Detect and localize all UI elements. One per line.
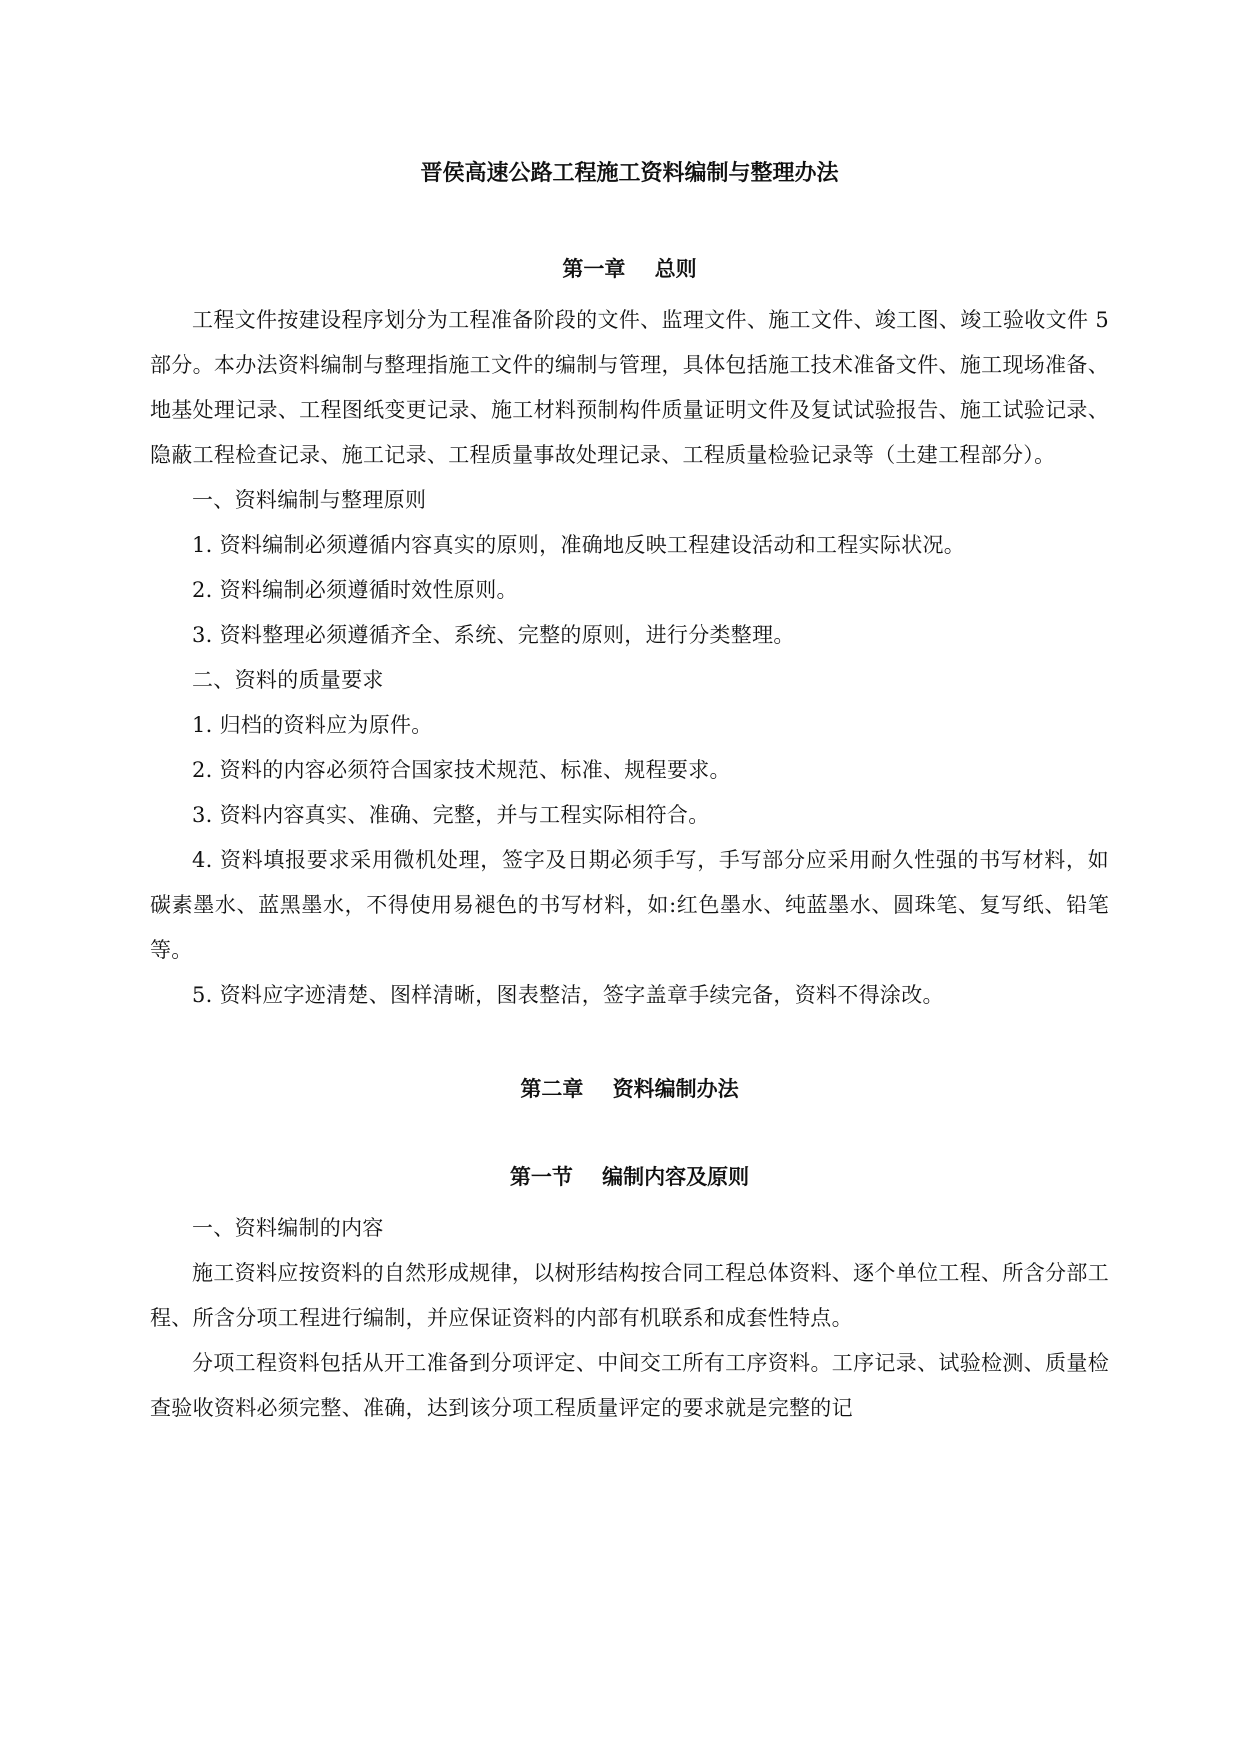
quality-item: 5. 资料应字迹清楚、图样清晰，图表整洁，签字盖章手续完备，资料不得涂改。 (192, 983, 944, 1007)
chapter-1-heading: 第一章 总则 (562, 256, 697, 281)
section-1-heading: 第一节 编制内容及原则 (509, 1164, 750, 1189)
section-paragraph: 施工资料应按资料的自然形成规律，以树形结构按合同工程总体资料、逐个单位工程、所含分部工程、所含分项工程进行编制，并应保证资料的内部有机联系和成套性特点。 (150, 1261, 1109, 1330)
chapter-2-heading: 第二章 资料编制办法 (520, 1076, 739, 1101)
principles-heading: 一、资料编制与整理原则 (192, 488, 427, 512)
principle-item: 1. 资料编制必须遵循内容真实的原则，准确地反映工程建设活动和工程实际状况。 (192, 533, 966, 557)
chapter-1-intro: 工程文件按建设程序划分为工程准备阶段的文件、监理文件、施工文件、竣工图、竣工验收文件 5 部分。本办法资料编制与整理指施工文件的编制与管理，具体包括施工技术准备文件、施工现场准备、地基处理记录、工程图纸变更记录、施工材料预制构件质量证明文件及复试试验报告、施工试验记录、隐蔽工程检查记录、施工记录、工程质量事故处理记录、工程质量检验记录等（土建工程部分）。 (150, 308, 1109, 467)
content-heading: 一、资料编制的内容 (192, 1216, 384, 1240)
principle-item: 3. 资料整理必须遵循齐全、系统、完整的原则，进行分类整理。 (192, 623, 795, 647)
quality-heading: 二、资料的质量要求 (192, 668, 384, 692)
document-title: 晋侯高速公路工程施工资料编制与整理办法 (420, 160, 839, 186)
principle-item: 2. 资料编制必须遵循时效性原则。 (192, 578, 518, 602)
quality-item: 3. 资料内容真实、准确、完整，并与工程实际相符合。 (192, 803, 710, 827)
quality-item: 2. 资料的内容必须符合国家技术规范、标准、规程要求。 (192, 758, 731, 782)
section-paragraph: 分项工程资料包括从开工准备到分项评定、中间交工所有工序资料。工序记录、试验检测、质量检查验收资料必须完整、准确，达到该分项工程质量评定的要求就是完整的记 (150, 1351, 1109, 1420)
quality-item: 1. 归档的资料应为原件。 (192, 713, 433, 737)
quality-item: 4. 资料填报要求采用微机处理，签字及日期必须手写，手写部分应采用耐久性强的书写材料，如碳素墨水、蓝黑墨水，不得使用易褪色的书写材料，如:红色墨水、纯蓝墨水、圆珠笔、复写纸、铅笔等。 (150, 848, 1109, 962)
